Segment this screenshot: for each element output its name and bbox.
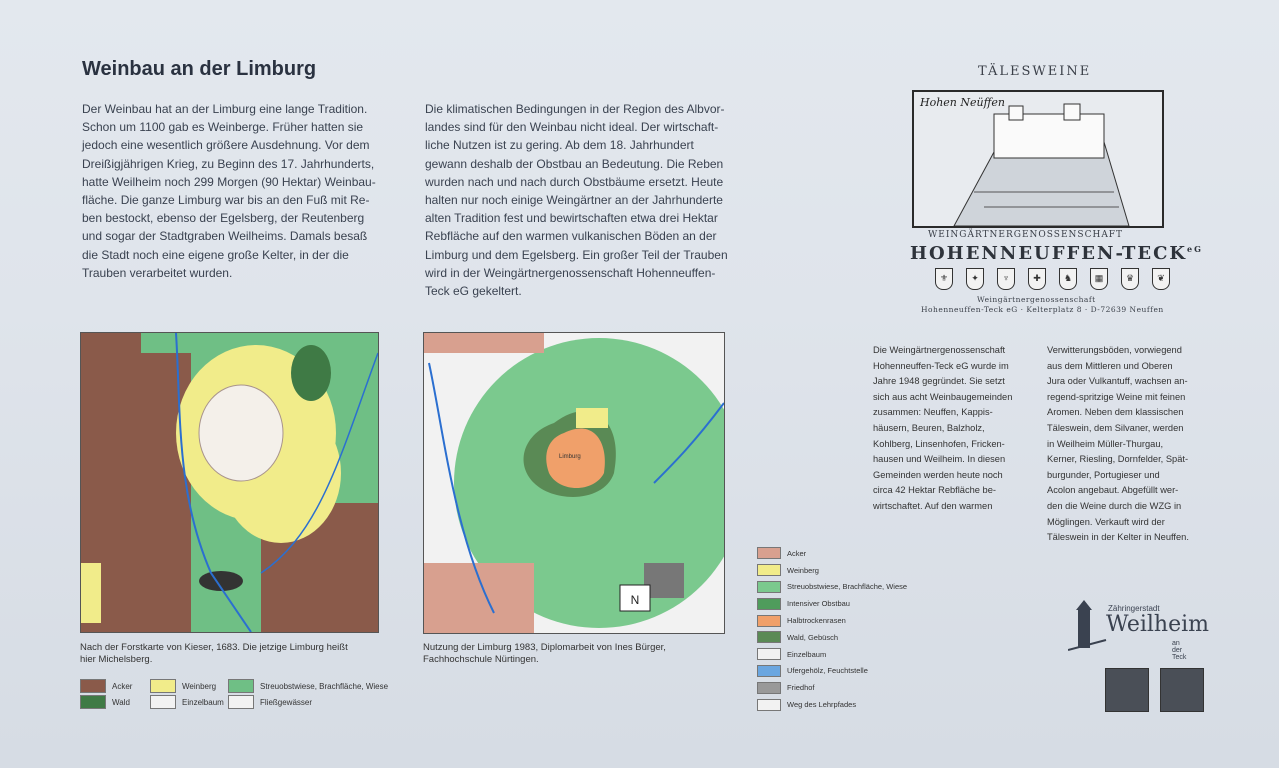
tower-icon	[1068, 600, 1108, 652]
legend2-friedhof	[757, 679, 907, 696]
swatch-ufer	[757, 665, 781, 677]
legend2-einzelbaum-label: Einzelbaum	[787, 649, 827, 659]
swatch-friedhof	[757, 682, 781, 694]
legend2-obstbau-label: Intensiver Obstbau	[787, 599, 850, 609]
crest-icon: ⚜	[935, 268, 953, 290]
crest-icon: ❦	[1152, 268, 1170, 290]
legend2-weg	[757, 696, 907, 713]
weinberg-swatch	[150, 679, 176, 693]
legend2-halbtrocken-label: Halbtrockenrasen	[787, 616, 846, 626]
swatch-halbtrocken	[757, 615, 781, 627]
crest-icon: ♞	[1059, 268, 1077, 290]
swatch-acker	[757, 547, 781, 559]
castle-illustration	[912, 90, 1164, 228]
legend-wald	[80, 695, 130, 709]
acker-swatch	[80, 679, 106, 693]
swatch-wiese	[757, 581, 781, 593]
wald-swatch	[80, 695, 106, 709]
coop-name-text: HOHENNEUFFEN-TECK	[910, 243, 1188, 264]
legend2-ufer	[757, 663, 907, 680]
crest-icon: ✦	[966, 268, 984, 290]
bird-logo-icon	[1105, 668, 1149, 712]
legend-einzelbaum	[150, 695, 224, 709]
swatch-weg	[757, 699, 781, 711]
weilheim-small: Zähringerstadt	[1108, 604, 1160, 613]
page-title: Weinbau an der Limburg	[82, 58, 317, 80]
modern-map-image	[424, 333, 724, 633]
legend-einzelbaum-label: Einzelbaum	[182, 697, 224, 707]
weilheim-name: Weilheim	[1106, 612, 1209, 637]
legend-wiese	[228, 679, 388, 693]
usage-legend	[757, 545, 907, 713]
legend2-acker	[757, 545, 907, 562]
legend2-einzelbaum	[757, 646, 907, 663]
swatch-obstbau	[757, 598, 781, 610]
legend2-friedhof-label: Friedhof	[787, 683, 815, 693]
legend2-weinberg	[757, 562, 907, 579]
north-arrow: N	[630, 593, 640, 607]
legend2-halbtrocken	[757, 612, 907, 629]
crest-icon: ▦	[1090, 268, 1108, 290]
weilheim-sub: an der Teck	[1172, 640, 1187, 661]
legend2-wald-label: Wald, Gebüsch	[787, 632, 838, 642]
legend-acker-label: Acker	[112, 681, 133, 691]
swatch-weinberg	[757, 564, 781, 576]
fliessgewaesser-swatch	[228, 695, 254, 709]
legend-wald-label: Wald	[112, 697, 130, 707]
legend2-wiese	[757, 579, 907, 596]
brand-title: TÄLESWEINE	[978, 64, 1092, 79]
limburg-label: Limburg	[559, 454, 581, 460]
historic-map	[80, 332, 379, 633]
address-line-2: Hohenneuffen-Teck eG · Kelterplatz 8 · D-72639 Neuffen	[921, 305, 1164, 314]
wine-varieties-text: Verwitterungsböden, vorwiegend aus dem Mittleren und Oberen Jura oder Vulkantuff, wachsen an- regend-spritzige Weine mit feinen Aromen. Neben dem klassischen Täleswein, dem Silvaner, werden in Weilheim Müller-Thurgau, Kerner, Riesling, Dornfelder, Spät- burgunder, Portugieser und Acolon angebaut. Abgefüllt wer- den die Weine durch die WZG in Möglingen. Verkauft wird der Täleswein in der Kelter in Neuffen.	[1047, 345, 1189, 543]
state-crest-icon	[1160, 668, 1204, 712]
coop-label-small: WEINGÄRTNERGENOSSENSCHAFT	[928, 230, 1124, 240]
swatch-wald	[757, 631, 781, 643]
legend2-obstbau	[757, 595, 907, 612]
legend-weinberg-label: Weinberg	[182, 681, 217, 691]
swatch-einzelbaum	[757, 648, 781, 660]
legend2-wald	[757, 629, 907, 646]
town-crests	[935, 268, 1170, 290]
illustration-label: Hohen Neüffen	[920, 96, 1005, 109]
modern-map-caption: Nutzung der Limburg 1983, Diplomarbeit von Ines Bürger, Fachhochschule Nürtingen.	[423, 642, 666, 665]
legend2-wiese-label: Streuobstwiese, Brachfläche, Wiese	[787, 582, 908, 592]
legend-fliessgewaesser-label: Fließgewässer	[260, 697, 313, 707]
einzelbaum-swatch	[150, 695, 176, 709]
modern-map	[423, 332, 725, 634]
historic-map-caption: Nach der Forstkarte von Kieser, 1683. Die jetzige Limburg heißt hier Michelsberg.	[80, 642, 348, 665]
legend-fliessgewaesser	[228, 695, 312, 709]
crest-icon: ✚	[1028, 268, 1046, 290]
legend2-ufer-label: Ufergehölz, Feuchtstelle	[787, 666, 868, 676]
crest-icon: ♆	[997, 268, 1015, 290]
wiese-swatch	[228, 679, 254, 693]
crest-icon: ♛	[1121, 268, 1139, 290]
climate-paragraph: Die klimatischen Bedingungen in der Region des Albvor- landes sind für den Weinbau nicht ideal. Der wirtschaft- liche Nutzen ist zu gering. Ab dem 18. Jahrhundert gewann deshalb der Obstbau an Bedeutung. Die Reben wurden nach und nach durch Obstbäume ersetzt. Heute halten nur noch einige Weingärtner an der Jahrhunderte alten Tradition fest und bewirtschaften etwa drei Hektar Rebfläche auf den warmen vulkanischen Böden an der Limburg und dem Egelsberg. Ein großer Teil der Trauben wird in der Weingärtnergenossenschaft Hohenneuffen- Teck eG gekeltert.	[425, 102, 728, 299]
coop-name	[910, 243, 1203, 264]
legend-wiese-label: Streuobstwiese, Brachfläche, Wiese	[260, 681, 389, 691]
coop-history-text: Die Weingärtnergenossenschaft Hohenneuffen-Teck eG wurde im Jahre 1948 gegründet. Sie setzt sich aus acht Weinbaugemeinden zusammen: Neuffen, Kappis- häusern, Beuren, Balzholz, Kohlberg, Linsenhofen, Fricken- hausen und Weilheim. In diesen Gemeinden werden heute noch circa 42 Hektar Rebfläche be- wirtschaftet. Auf den warmen	[873, 345, 1013, 511]
address-line-1: Weingärtnergenossenschaft	[977, 295, 1096, 304]
legend2-weg-label: Weg des Lehrpfades	[787, 700, 857, 710]
legend-weinberg	[150, 679, 216, 693]
intro-paragraph: Der Weinbau hat an der Limburg eine lange Tradition. Schon um 1100 gab es Weinberge. Früher hatten sie jedoch eine wesentlich größere Ausdehnung. Vor dem Dreißigjährigen Krieg, zu Beginn des 17. Jahrhunderts, hatte Weilheim noch 299 Morgen (90 Hektar) Weinbau- fläche. Die ganze Limburg war bis an den Fuß mit Re- ben bestockt, ebenso der Egelsberg, der Reutenberg und sogar der Stadtgraben Weilheims. Damals besaß die Stadt noch eine eigene große Kelter, in der die Trauben verarbeitet wurden.	[82, 102, 376, 280]
legend2-weinberg-label: Weinberg	[787, 565, 819, 575]
legend2-acker-label: Acker	[787, 548, 807, 558]
coop-suffix: eG	[1187, 244, 1203, 254]
castle-drawing	[914, 92, 1162, 226]
historic-map-image	[81, 333, 378, 632]
legend-acker	[80, 679, 132, 693]
